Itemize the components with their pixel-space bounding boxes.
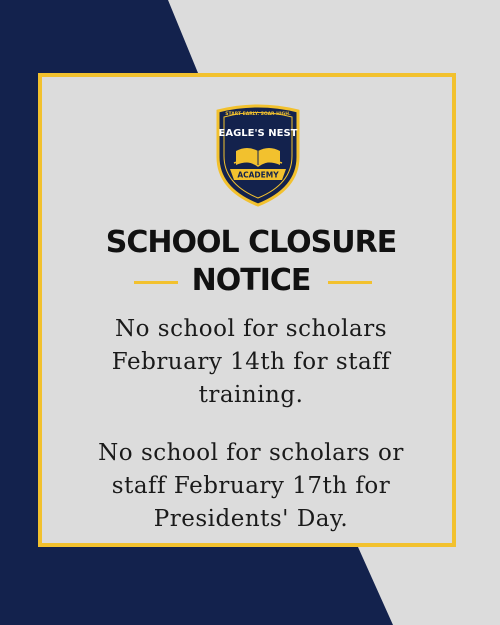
notice-paragraph-2 [42,437,460,536]
notice-2-line-1: No school for scholars or [98,440,404,466]
notice-card [38,73,456,547]
eagles-nest-academy-logo [212,103,304,207]
notice-1-line-1: No school for scholars [114,316,388,342]
notice-2-line-3: Presidents' Day. [153,506,349,532]
notice-1-line-3: training. [198,382,304,408]
heading-rule-right [328,281,372,284]
notice-paragraph-1 [42,313,460,412]
heading-line-1: SCHOOL CLOSURE [105,225,397,260]
logo-subtitle: ACADEMY [237,170,279,180]
logo-name: EAGLE'S NEST [218,128,298,139]
notice-2-line-2: staff February 17th for [111,473,391,499]
heading-line-2: NOTICE [191,263,311,298]
logo-tagline: START EARLY. SOAR HIGH. [225,112,291,117]
notice-1-line-2: February 14th for staff [111,349,391,375]
